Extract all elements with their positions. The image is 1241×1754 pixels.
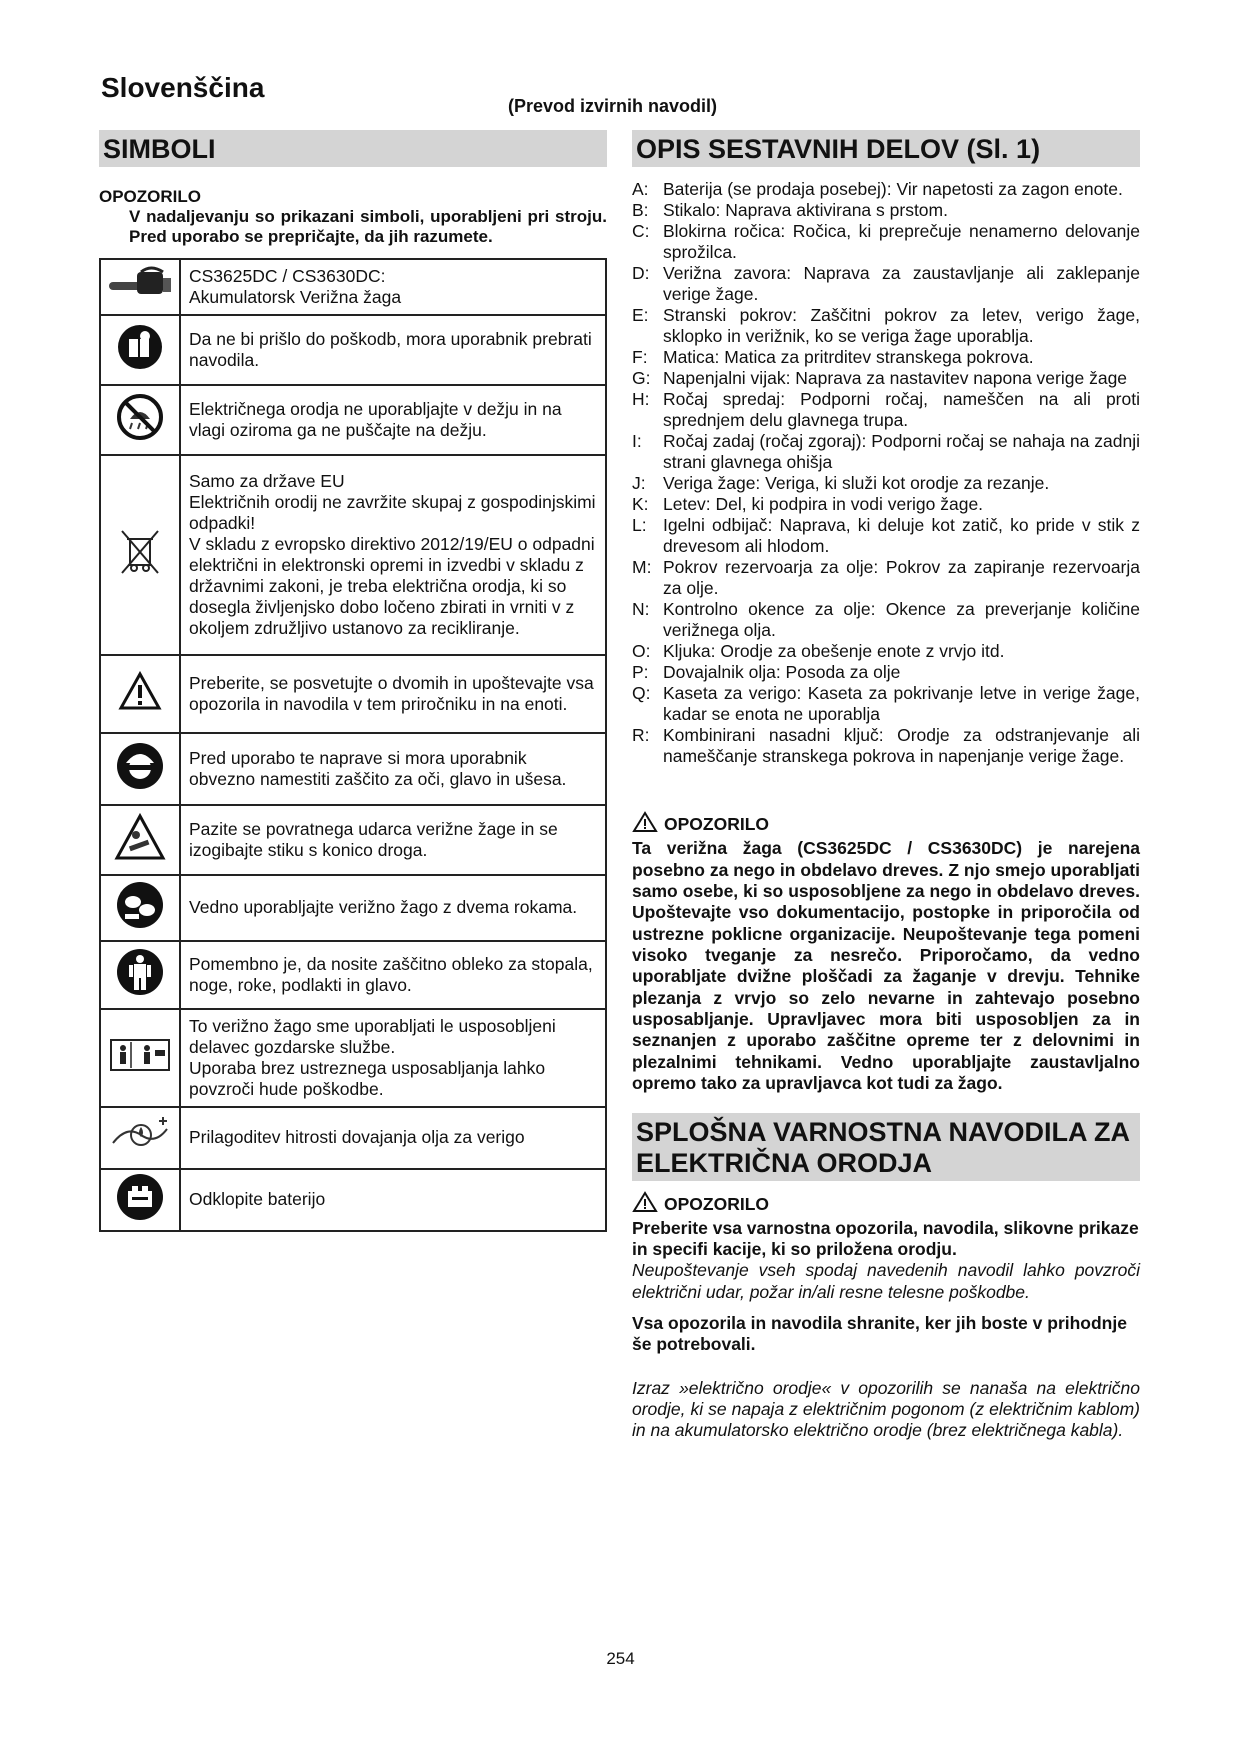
read-manual-icon — [100, 315, 180, 385]
list-item: N: Kontrolno okence za olje: Okence za preverjanje količine verižnega olja. — [632, 599, 1140, 641]
general-bold-2: Vsa opozorila in navodila shranite, ker jih boste v prihodnje še potrebovali. — [632, 1312, 1127, 1355]
page-number: 254 — [606, 1649, 635, 1668]
table-row — [100, 385, 606, 455]
list-item: Q: Kaseta za verigo: Kaseta za pokrivanje letve in verige žage, kadar se enota ne uporablja — [632, 683, 1140, 725]
general-safety-heading: SPLOŠNA VARNOSTNA NAVODILA ZA ELEKTRIČNA ORODJA — [632, 1113, 1140, 1181]
list-item: C: Blokirna ročica: Ročica, ki preprečuje nenamerno delovanje sprožilca. — [632, 221, 1140, 263]
table-row — [100, 875, 606, 941]
list-item: R: Kombinirani nasadni ključ: Orodje za odstranjevanje ali nameščanje stranskega pokrova in napenjanje verige žage. — [632, 725, 1140, 767]
parts-heading: OPIS SESTAVNIH DELOV (Sl. 1) — [632, 130, 1140, 167]
two-hands-icon — [100, 875, 180, 941]
symbols-intro: V nadaljevanju so prikazani simboli, uporabljeni pri stroju. Pred uporabo se prepričajte, da jih razumete. — [129, 207, 607, 247]
no-rain-icon — [100, 385, 180, 455]
list-item: D: Verižna zavora: Naprava za zaustavljanje ali zaklepanje verige žage. — [632, 263, 1140, 305]
chainsaw-warning-header — [632, 811, 1140, 838]
translation-subtitle: (Prevod izvirnih navodil) — [508, 96, 718, 116]
list-item: M: Pokrov rezervoarja za olje: Pokrov za zapiranje rezervoarja za olje. — [632, 557, 1140, 599]
list-item: G: Napenjalni vijak: Naprava za nastavitev napona verige žage — [632, 368, 1128, 389]
symbol-text: Prilagoditev hitrosti dovajanja olja za verigo — [180, 1107, 606, 1169]
general-bold-1: Preberite vsa varnostna opozorila, navodila, slikovne prikaze in specifi kacije, ki so priložena orodju. — [632, 1217, 1139, 1259]
table-row — [100, 941, 606, 1009]
general-warning-label: OPOZORILO — [664, 1193, 769, 1214]
table-row — [100, 1169, 606, 1231]
table-row — [100, 733, 606, 805]
symbol-text: Električnega orodja ne uporabljajte v dežju in na vlagi oziroma ga ne puščajte na dežju. — [180, 385, 606, 455]
list-item: I: Ročaj zadaj (ročaj zgoraj): Podporni ročaj se nahaja na zadnji strani glavnega ohišja — [632, 431, 1140, 473]
symbols-column — [99, 130, 607, 1232]
table-row — [100, 805, 606, 875]
parts-column — [632, 130, 1140, 1442]
symbol-text: CS3625DC / CS3630DC: Akumulatorsk Verižna žaga — [180, 259, 606, 315]
list-item: A: Baterija (se prodaja posebej): Vir napetosti za zagon enote. — [632, 179, 1123, 200]
table-row — [100, 315, 606, 385]
oil-flow-icon — [100, 1107, 180, 1169]
chainsaw-warning-label: OPOZORILO — [664, 814, 769, 835]
general-italic-1: Neupoštevanje vseh spodaj navedenih navodil lahko povzroči električni udar, požar in/ali resne telesne poškodbe. — [632, 1260, 1140, 1302]
symbol-text: Odklopite baterijo — [180, 1169, 606, 1231]
warning-triangle-icon — [632, 811, 658, 838]
symbols-table — [99, 258, 607, 1232]
symbols-warning-label: OPOZORILO — [99, 187, 201, 207]
warning-triangle-icon — [632, 1191, 658, 1218]
list-item: O: Kljuka: Orodje za obešenje enote z vrvjo itd. — [632, 641, 1005, 662]
table-row — [100, 1009, 606, 1107]
table-row — [100, 655, 606, 733]
general-italic-2: Izraz »električno orodje« v opozorilih se nanaša na električno orodje, ki se napaja z električnim pogonom (z električnim kablom) in na akumulatorsko električno orodje (brez električnega kabla). — [632, 1377, 1140, 1441]
list-item: F: Matica: Matica za pritrditev stranskega pokrova. — [632, 347, 1034, 368]
protective-clothing-icon — [100, 941, 180, 1009]
symbol-text: Pred uporabo te naprave si mora uporabnik obvezno namestiti zaščito za oči, glavo in ušesa. — [180, 733, 606, 805]
list-item: L: Igelni odbijač: Naprava, ki deluje kot zatič, ko pride v stik z drevesom ali hlodom. — [632, 515, 1140, 557]
remove-battery-icon — [100, 1169, 180, 1231]
head-protection-icon — [100, 733, 180, 805]
symbol-text: Samo za države EU Električnih orodij ne zavržite skupaj z gospodinjskimi odpadki! V skladu z evropsko direktivo 2012/19/EU o odpadni električni in elektronski opremi in izvedbi v skladu z državnimi zakoni, je treba električna orodja, ki so dosegla življenjsko dobo ločeno zbirati in vrniti v z okoljem združljivo ustanovo za recikliranje. — [180, 455, 606, 655]
symbol-text: Preberite, se posvetujte o dvomih in upoštevajte vsa opozorila in navodila v tem priročniku in na enoti. — [180, 655, 606, 733]
table-row — [100, 455, 606, 655]
symbol-text: Vedno uporabljajte verižno žago z dvema rokama. — [180, 875, 606, 941]
list-item: E: Stranski pokrov: Zaščitni pokrov za letev, verigo žage, sklopko in verižnik, ko se veriga žage uporablja. — [632, 305, 1140, 347]
parts-list — [632, 179, 1140, 767]
chainsaw-icon — [100, 259, 180, 315]
symbol-text: Da ne bi prišlo do poškodb, mora uporabnik prebrati navodila. — [180, 315, 606, 385]
symbol-text: Pazite se povratnega udarca verižne žage in se izogibajte stiku s konico droga. — [180, 805, 606, 875]
symbols-heading: SIMBOLI — [99, 130, 607, 167]
crossed-bin-icon — [100, 455, 180, 655]
list-item: P: Dovajalnik olja: Posoda za olje — [632, 662, 901, 683]
table-row — [100, 1107, 606, 1169]
page-language-title: Slovenščina — [101, 72, 265, 103]
list-item: K: Letev: Del, ki podpira in vodi verigo žage. — [632, 494, 984, 515]
list-item: H: Ročaj spredaj: Podporni ročaj, nameščen na ali proti sprednjem delu glavnega trupa. — [632, 389, 1140, 431]
list-item: B: Stikalo: Naprava aktivirana s prstom. — [632, 200, 948, 221]
symbol-text: Pomembno je, da nosite zaščitno obleko za stopala, noge, roke, podlakti in glavo. — [180, 941, 606, 1009]
table-row — [100, 259, 606, 315]
symbol-text: To verižno žago sme uporabljati le usposobljeni delavec gozdarske službe. Uporaba brez ustreznega usposabljanja lahko povzroči hude poškodbe. — [180, 1009, 606, 1107]
list-item: J: Veriga žage: Veriga, ki služi kot orodje za rezanje. — [632, 473, 1050, 494]
chainsaw-warning-block — [632, 811, 1140, 1094]
warning-triangle-icon — [100, 655, 180, 733]
chainsaw-warning-text: Ta verižna žaga (CS3625DC / CS3630DC) je narejena posebno za nego in obdelavo dreves. Z njo smejo uporabljati samo osebe, ki so usposobljene za nego in obdelavo dreves. Upoštevajte vso dokumentacijo, postopke in priporočila od ustrezne poklicne organizacije. Neupoštevanje tega pomeni visoko tveganje za nesrečo. Priporočamo, da vedno uporabljate dvižne ploščadi za žaganje v drevju. Tehnike plezanja z vrvjo so zelo nevarne in zahtevajo posebno usposabljanje. Upravljavec mora biti usposobljen za in seznanjen z uporabo zaščitne opreme ter z delovnimi in plezalnimi tehnikami. Vedno uporabljajte zaustavljalno opremo tako za upravljavca kot tudi za žago. — [632, 838, 1140, 1094]
kickback-warning-icon — [100, 805, 180, 875]
general-warning-header — [632, 1191, 1140, 1218]
trained-worker-icon — [100, 1009, 180, 1107]
